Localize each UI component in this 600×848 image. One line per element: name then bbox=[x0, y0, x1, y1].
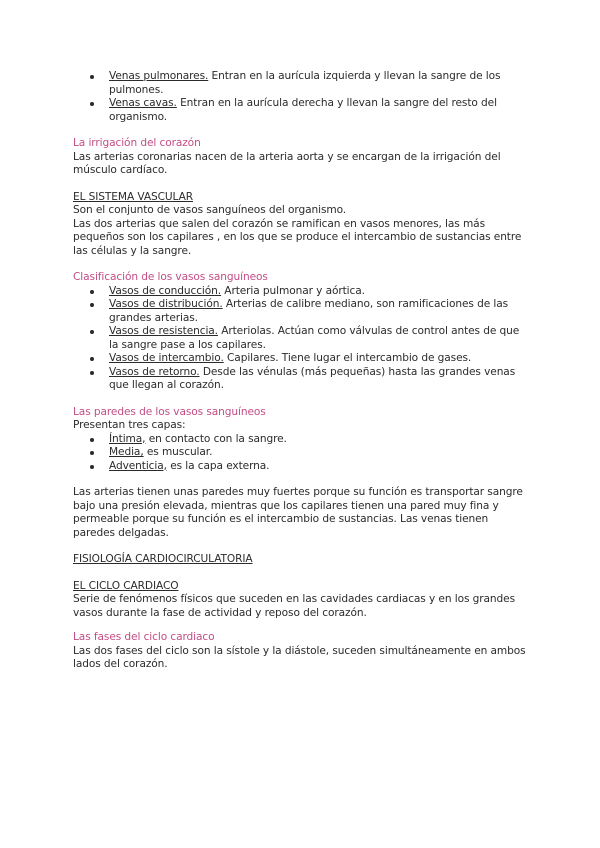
sistema-vascular-body: Las dos arterias que salen del corazón se ramifican en vasos menores, las más pequeños son los capilares , en los que se produce el intercambio de sustancias entre las células y la sangre. bbox=[73, 217, 522, 257]
term: Vasos de retorno. bbox=[109, 365, 200, 378]
definition: Entran en la aurícula derecha y llevan la sangre del resto del organismo. bbox=[109, 97, 497, 123]
sistema-vascular-heading: EL SISTEMA VASCULAR bbox=[73, 190, 194, 203]
bullet-icon bbox=[90, 357, 94, 361]
paredes-intro: Presentan tres capas: bbox=[73, 419, 186, 431]
term: Vasos de conducción. bbox=[109, 284, 222, 297]
definition: Arterias de calibre mediano, son ramificaciones de las grandes arterias. bbox=[109, 298, 509, 324]
bullet-icon bbox=[90, 438, 94, 442]
fisiologia-heading: FISIOLOGÍA CARDIOCIRCULATORIA bbox=[73, 553, 253, 565]
term: Vasos de intercambio. bbox=[109, 352, 224, 364]
definition: Arteriolas. Actúan como válvulas de control antes de que la sangre pase a los capilares. bbox=[109, 325, 520, 351]
definition: Arteria pulmonar y aórtica. bbox=[221, 284, 365, 297]
bullet-icon bbox=[90, 303, 94, 307]
irrigacion-heading: La irrigación del corazón bbox=[73, 137, 201, 149]
list-item bbox=[73, 285, 529, 299]
term: Íntima, bbox=[109, 432, 146, 445]
list-item bbox=[73, 433, 529, 447]
list-item bbox=[73, 70, 529, 97]
term: Adventicia, bbox=[109, 459, 167, 472]
definition: es muscular. bbox=[143, 446, 213, 458]
term: Media, bbox=[109, 446, 144, 458]
paredes-list bbox=[73, 433, 529, 474]
bullet-icon bbox=[90, 451, 94, 455]
fases-body: Las dos fases del ciclo son la sístole y la diástole, suceden simultáneamente en ambos lados del corazón. bbox=[73, 644, 526, 670]
term: Vasos de distribución. bbox=[109, 298, 223, 310]
bullet-icon bbox=[90, 102, 94, 106]
term: Venas cavas. bbox=[109, 97, 177, 109]
list-item bbox=[73, 352, 529, 366]
bullet-icon bbox=[90, 465, 94, 469]
list-item bbox=[73, 460, 529, 474]
list-item bbox=[73, 97, 529, 124]
bullet-icon bbox=[90, 371, 94, 375]
list-item bbox=[73, 446, 529, 460]
term: Vasos de resistencia. bbox=[109, 325, 218, 337]
list-item bbox=[73, 366, 529, 393]
definition: en contacto con la sangre. bbox=[145, 432, 287, 445]
definition: Desde las vénulas (más pequeñas) hasta las grandes venas que llegan al corazón. bbox=[109, 365, 516, 391]
ciclo-body: Serie de fenómenos físicos que suceden en las cavidades cardiacas y en los grandes vasos durante la fase de actividad y reposo del corazón. bbox=[73, 593, 515, 619]
bullet-icon bbox=[90, 290, 94, 294]
fases-heading: Las fases del ciclo cardiaco bbox=[73, 631, 215, 643]
definition: Entran en la aurícula izquierda y llevan la sangre de los pulmones. bbox=[109, 70, 501, 96]
clasificacion-list bbox=[73, 285, 529, 393]
definition: es la capa externa. bbox=[166, 459, 270, 472]
definition: Capilares. Tiene lugar el intercambio de gases. bbox=[223, 352, 472, 364]
document-content bbox=[73, 70, 529, 672]
bullet-icon bbox=[90, 330, 94, 334]
ciclo-heading: EL CICLO CARDIACO bbox=[73, 579, 179, 592]
bullet-icon bbox=[90, 75, 94, 79]
venas-list bbox=[73, 70, 529, 124]
sistema-vascular-intro: Son el conjunto de vasos sanguíneos del organismo. bbox=[73, 204, 347, 216]
list-item bbox=[73, 325, 529, 352]
list-item bbox=[73, 298, 529, 325]
term: Venas pulmonares. bbox=[109, 70, 209, 82]
clasificacion-heading: Clasificación de los vasos sanguíneos bbox=[73, 271, 268, 283]
paredes-heading: Las paredes de los vasos sanguíneos bbox=[73, 405, 266, 418]
irrigacion-body: Las arterias coronarias nacen de la arteria aorta y se encargan de la irrigación del músculo cardíaco. bbox=[73, 150, 501, 176]
paredes-body: Las arterias tienen unas paredes muy fuertes porque su función es transportar sangre bajo una presión elevada, mientras que los capilares tienen una pared muy fina y permeable porque su función es el intercambio de sustancias. Las venas tienen paredes delgadas. bbox=[73, 486, 523, 539]
